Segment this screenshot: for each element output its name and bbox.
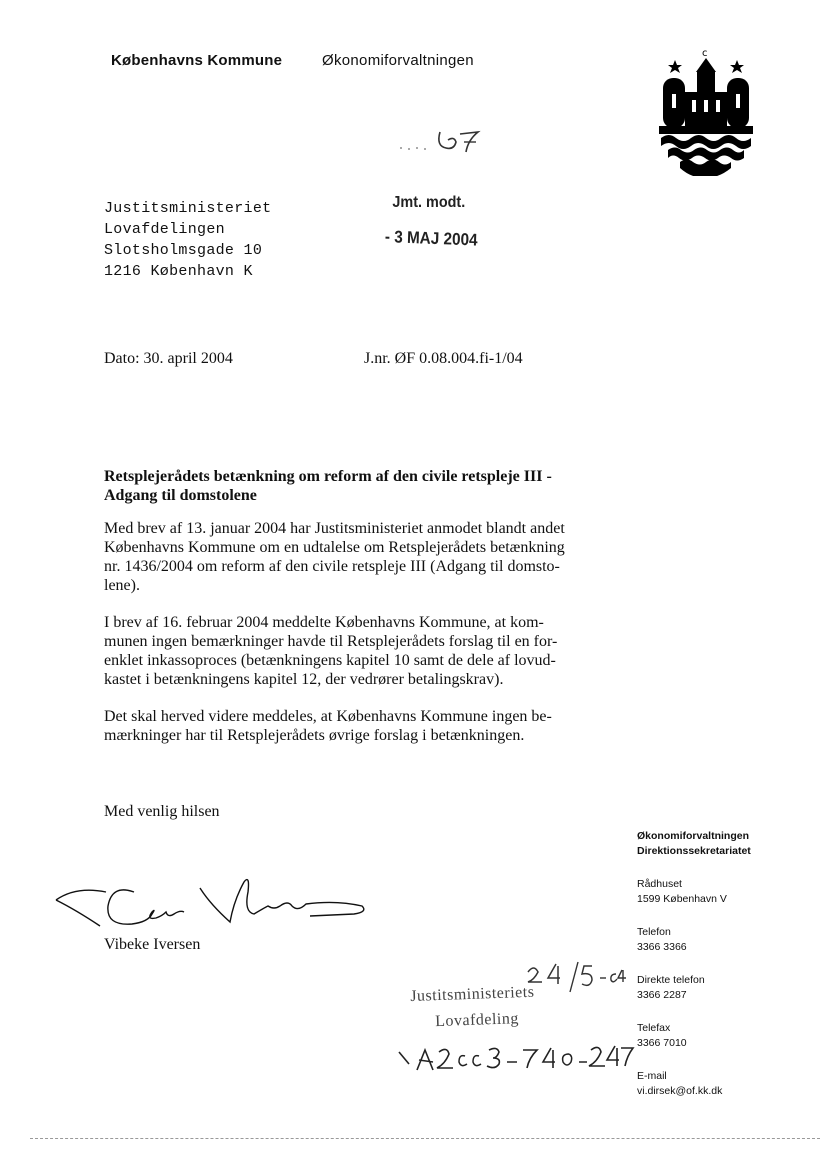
paragraph-line: kastet i betænkningens kapitel 12, der vedrører betalingskrav).: [104, 671, 504, 688]
sidebar-address-line: 1599 København V: [637, 893, 727, 905]
direct-phone-label: Direkte telefon: [637, 974, 705, 986]
sidebar-address: [637, 877, 727, 907]
paragraph-line: lene).: [104, 577, 140, 594]
letter-subject: [104, 467, 584, 505]
ministry-stamp-line: Justitsministeriets: [410, 983, 535, 1005]
sidebar-sender-line: Direktionssekretariatet: [637, 845, 751, 857]
copenhagen-coat-of-arms-icon: [656, 46, 756, 181]
closing-phrase: Med venlig hilsen: [104, 803, 220, 820]
fax-number: 3366 7010: [637, 1037, 687, 1049]
recipient-line: Slotsholmsgade 10: [104, 242, 263, 259]
letter-date: Dato: 30. april 2004: [104, 350, 233, 367]
sidebar-fax: [637, 1021, 687, 1051]
ministry-stamp-line: Lovafdeling: [434, 1010, 520, 1031]
recipient-line: Justitsministeriet: [104, 200, 272, 217]
email-label: E-mail: [637, 1070, 667, 1082]
sidebar-direct-phone: [637, 973, 705, 1003]
paragraph-3: [104, 707, 584, 745]
signer-name: Vibeke Iversen: [104, 936, 201, 953]
recipient-address: [104, 198, 271, 282]
handwritten-top-mark: [398, 124, 488, 169]
paragraph-1: [104, 519, 584, 595]
sidebar-sender-line: Økonomiforvaltningen: [637, 830, 750, 842]
phone-label: Telefon: [637, 926, 671, 938]
paragraph-line: Det skal herved videre meddeles, at Københavns Kommune ingen be-: [104, 708, 552, 725]
sidebar-address-line: Rådhuset: [637, 878, 682, 890]
recipient-line: Lovafdelingen: [104, 221, 225, 238]
journal-number: J.nr. ØF 0.08.004.fi-1/04: [364, 350, 523, 367]
paragraph-line: mærkninger har til Retsplejerådets øvrige forslag i betænkningen.: [104, 727, 525, 744]
sidebar-sender: [637, 829, 751, 859]
svg-text:c: c: [702, 48, 708, 59]
email-address: vi.dirsek@of.kk.dk: [637, 1085, 723, 1097]
organization-name: Københavns Kommune: [111, 52, 283, 69]
paragraph-line: Med brev af 13. januar 2004 har Justitsministeriet anmodet blandt andet: [104, 520, 565, 537]
sidebar-phone: [637, 925, 687, 955]
department-name: Økonomiforvaltningen: [322, 52, 474, 69]
received-stamp-date: - 3 MAJ 2004: [384, 227, 478, 250]
handwritten-date-note: [520, 958, 630, 1003]
direct-phone-number: 3366 2287: [637, 989, 687, 1001]
paragraph-line: enklet inkassoproces (betænkningens kapitel 10 samt de dele af lovud-: [104, 652, 556, 669]
fax-label: Telefax: [637, 1022, 671, 1034]
subject-line: Retsplejerådets betænkning om reform af den civile retspleje III -: [104, 468, 552, 485]
handwritten-case-number: [395, 1040, 635, 1085]
phone-number: 3366 3366: [637, 941, 687, 953]
paragraph-line: munen ingen bemærkninger havde til Retsplejerådets forslag til en for-: [104, 633, 558, 650]
recipient-line: 1216 København K: [104, 263, 253, 280]
received-stamp-label: Jmt. modt.: [392, 194, 466, 211]
paragraph-line: I brev af 16. februar 2004 meddelte Københavns Kommune, at kom-: [104, 614, 544, 631]
handwritten-signature: [50, 878, 400, 943]
sidebar-email: [637, 1069, 722, 1099]
paragraph-2: [104, 613, 584, 689]
subject-line: Adgang til domstolene: [104, 487, 257, 504]
footer-divider: [30, 1138, 820, 1139]
paragraph-line: nr. 1436/2004 om reform af den civile retspleje III (Adgang til domsto-: [104, 558, 560, 575]
paragraph-line: Københavns Kommune om en udtalelse om Retsplejerådets betænkning: [104, 539, 565, 556]
